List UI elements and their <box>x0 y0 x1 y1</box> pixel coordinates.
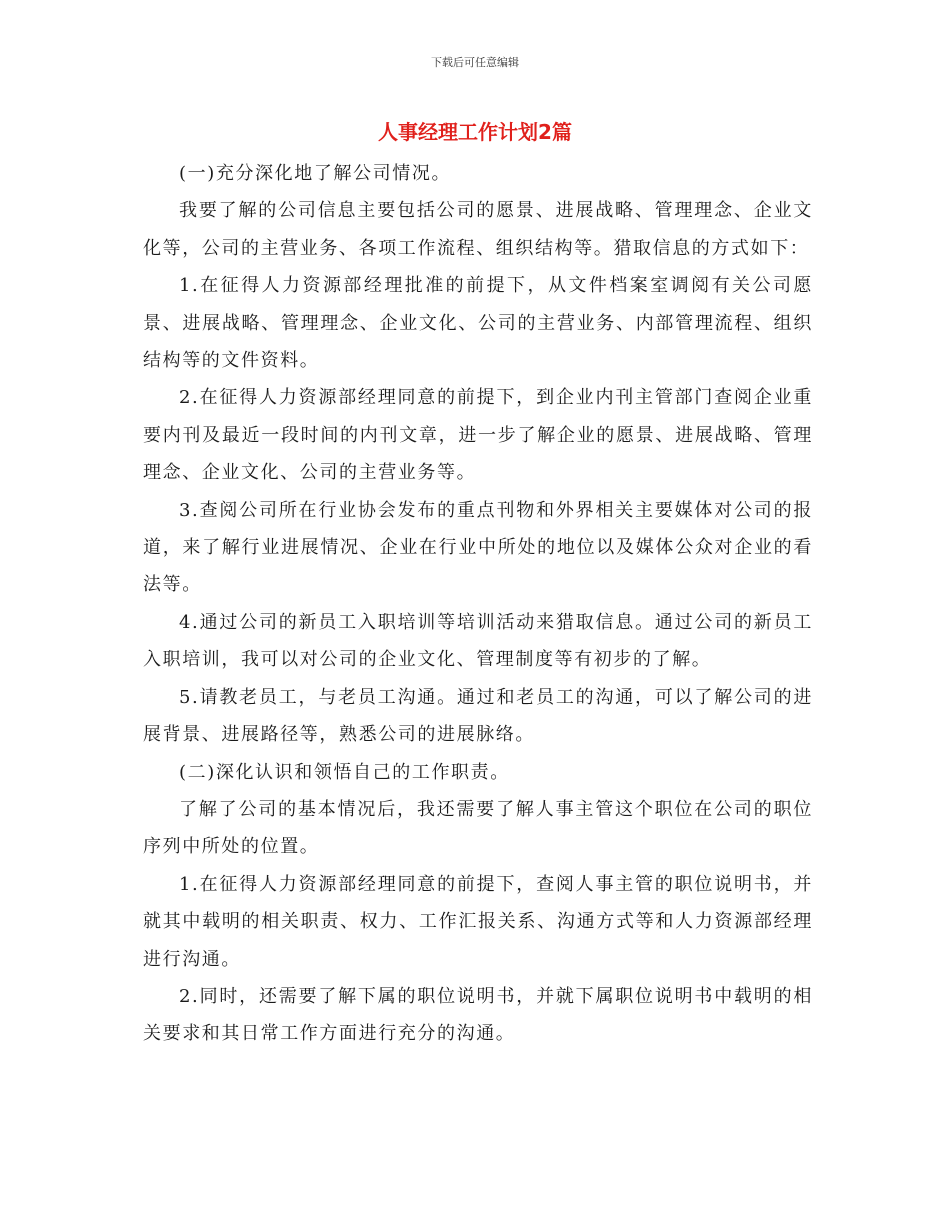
section-heading: (二)深化认识和领悟自己的工作职责。 <box>179 761 510 783</box>
list-item: 1.在征得人力资源部经理同意的前提下，查阅人事主管的职位说明书，并就其中载明的相关职责、权力、工作汇报关系、沟通方式等和人力资源部经理进行沟通。 <box>143 873 813 970</box>
document-title: 人事经理工作计划2篇 <box>378 120 572 144</box>
list-item: 1.在征得人力资源部经理批准的前提下，从文件档案室调阅有关公司愿景、进展战略、管理理念、企业文化、公司的主营业务、内部管理流程、组织结构等的文件资料。 <box>143 275 813 372</box>
page-header: 下载后可任意编辑 <box>431 56 519 69</box>
document-body <box>143 155 813 1053</box>
paragraph: 我要了解的公司信息主要包括公司的愿景、进展战略、管理理念、企业文化等，公司的主营业务、各项工作流程、组织结构等。猎取信息的方式如下： <box>143 200 813 259</box>
paragraph: 了解了公司的基本情况后，我还需要了解人事主管这个职位在公司的职位序列中所处的位置。 <box>143 798 813 858</box>
list-item: 2.同时，还需要了解下属的职位说明书，并就下属职位说明书中载明的相关要求和其日常工作方面进行充分的沟通。 <box>143 985 813 1045</box>
section-heading: (一)充分深化地了解公司情况。 <box>179 163 452 184</box>
list-item: 3.查阅公司所在行业协会发布的重点刊物和外界相关主要媒体对公司的报道，来了解行业进展情况、企业在行业中所处的地位以及媒体公众对企业的看法等。 <box>143 499 813 596</box>
list-item: 2.在征得人力资源部经理同意的前提下，到企业内刊主管部门查阅企业重要内刊及最近一段时间的内刊文章，进一步了解企业的愿景、进展战略、管理理念、企业文化、公司的主营业务等。 <box>143 387 813 484</box>
list-item: 5.请教老员工，与老员工沟通。通过和老员工的沟通，可以了解公司的进展背景、进展路径等，熟悉公司的进展脉络。 <box>143 686 813 746</box>
list-item: 4.通过公司的新员工入职培训等培训活动来猎取信息。通过公司的新员工入职培训，我可以对公司的企业文化、管理制度等有初步的了解。 <box>143 611 813 671</box>
